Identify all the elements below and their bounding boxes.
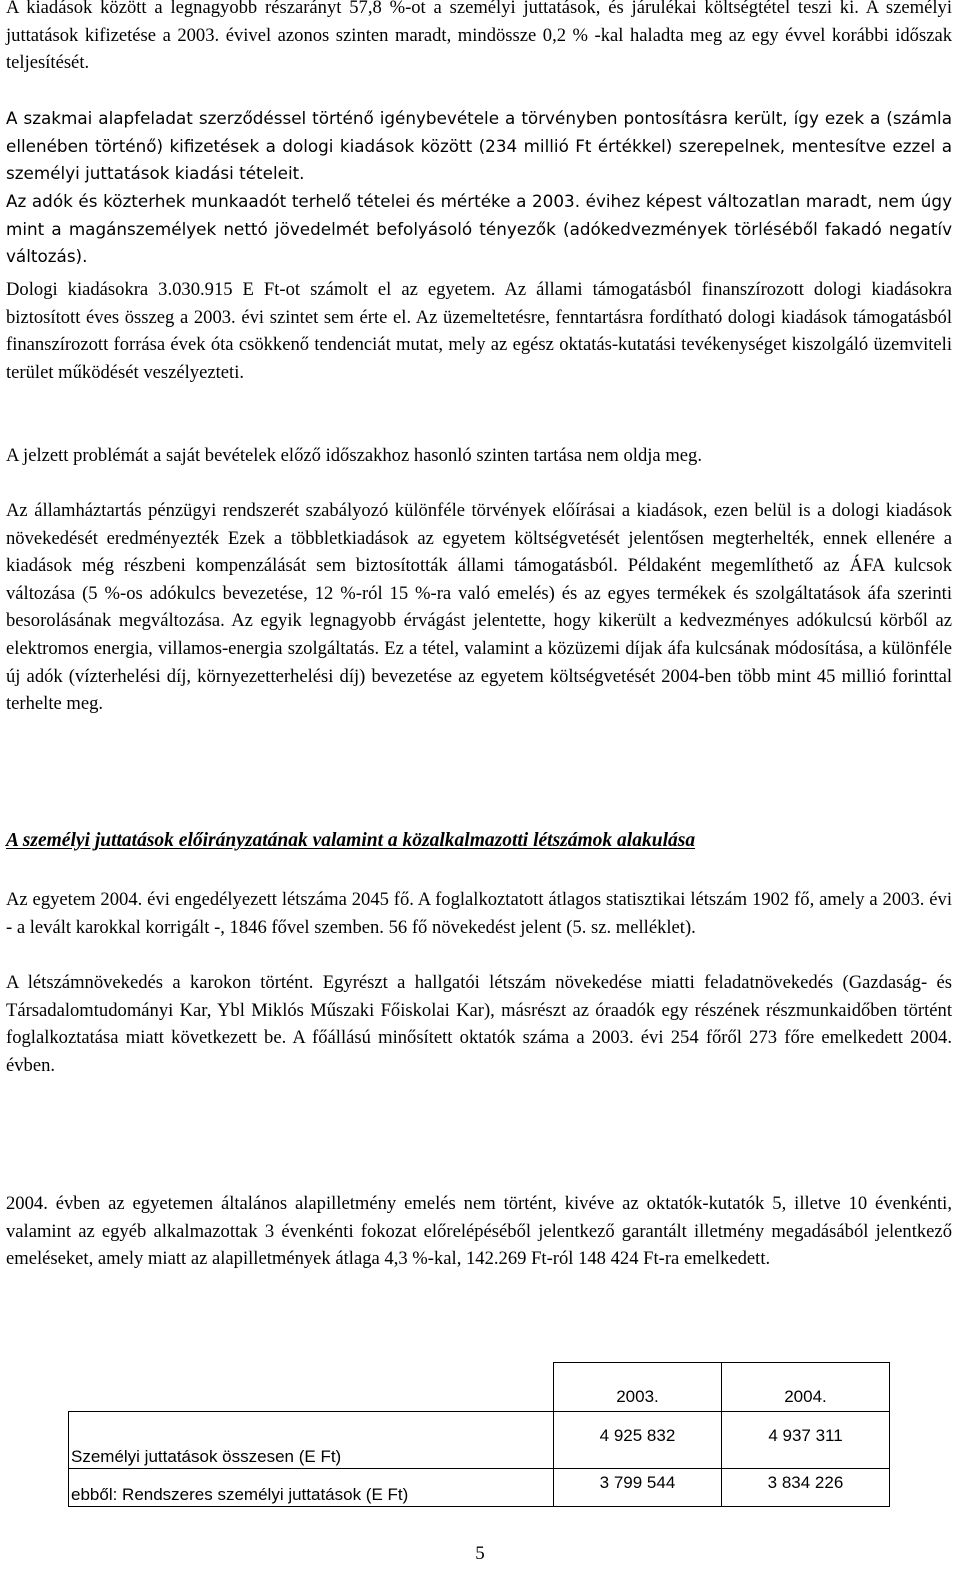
table-header-2003: 2003.	[554, 1363, 722, 1412]
table-cell-2003: 4 925 832	[554, 1412, 722, 1469]
personal-expenses-table	[68, 1362, 890, 1507]
paragraph-own-revenue: A jelzett problémát a saját bevételek előző időszakhoz hasonló szinten tartása nem oldja meg.	[6, 445, 702, 466]
paragraph-personal-expenses: A kiadások között a legnagyobb részarányt 57,8 %-ot a személyi juttatások, és járulékai költségtétel teszi ki. A személyi juttatások kifizetése a 2003. évivel azonos szinten maradt, mindössze 0,2 % -kal haladta meg az egy évvel korábbi időszak teljesítését.	[6, 0, 952, 74]
paragraph-material-expenses: Dologi kiadásokra 3.030.915 E Ft-ot számolt el az egyetem. Az állami támogatásból finanszírozott dologi kiadásokra biztosított éves összeg a 2003. évi szintet sem érte el. Az üzemeltetésre, fenntartásra fordítható dologi kiadások támogatásból finanszírozott forrása évek óta csökkenő tendenciát mutat, mely az egész oktatás-kutatási tevékenységet kiszolgáló üzemviteli terület működését veszélyezteti.	[6, 279, 952, 383]
table-row-label: ebből: Rendszeres személyi juttatások (E Ft)	[69, 1469, 554, 1507]
table-header-2004: 2004.	[722, 1363, 890, 1412]
table-row-label: Személyi juttatások összesen (E Ft)	[69, 1412, 554, 1469]
table-cell-2003: 3 799 544	[554, 1469, 722, 1507]
section-heading: A személyi juttatások előirányzatának valamint a közalkalmazotti létszámok alakulása	[6, 830, 696, 851]
table-row	[69, 1469, 890, 1507]
table-header-row	[69, 1363, 890, 1412]
page-number: 5	[475, 1543, 485, 1564]
paragraph-taxes: Az adók és közterhek munkaadót terhelő tételei és mértéke a 2003. évihez képest változatlan maradt, nem úgy mint a magánszemélyek nettó jövedelmét befolyásoló tényezők (adókedvezmények törléséből fakadó negatív változás).	[6, 191, 952, 267]
table-header-empty	[69, 1363, 554, 1412]
paragraph-public-finance: Az államháztartás pénzügyi rendszerét szabályozó különféle törvények előírásai a kiadások, ezen belül is a dologi kiadások növekedését eredményezték Ezek a többletkiadások az egyetem költségvetését jelentősen megterhelték, ennek ellenére a kiadások még részbeni kompenzálását sem biztosították állami támogatásból. Példaként megemlíthető az ÁFA kulcsok változása (5 %-os adókulcs bevezetése, 12 %-ról 15 %-ra való emelés) és az egyes termékek és szolgáltatások áfa szerinti besorolásának megváltozása. Az egyik legnagyobb érvágást jelentette, hogy kikerült a kedvezményes adókulcsú körből az elektromos energia, villamos-energia szolgáltatás. Ez a tétel, valamint a közüzemi díjak áfa kulcsának módosítása, a különféle új adók (vízterhelési díj, környezetterhelési díj) bevezetése az egyetem költségvetését 2004-ben több mint 45 millió forinttal terhelte meg.	[6, 500, 952, 715]
paragraph-headcount: Az egyetem 2004. évi engedélyezett létszáma 2045 fő. A foglalkoztatott átlagos statisztikai létszám 1902 fő, amely a 2003. évi - a levált karokkal korrigált -, 1846 fővel szemben. 56 fő növekedést jelent (5. sz. melléklet).	[6, 889, 952, 938]
paragraph-headcount-growth: A létszámnövekedés a karokon történt. Egyrészt a hallgatói létszám növekedése miatti feladatnövekedés (Gazdaság- és Társadalomtudományi Kar, Ybl Miklós Műszaki Főiskolai Kar), másrészt az óraadók egy részének részmunkaidőben történt foglalkoztatása miatt következett be. A főállású minősített oktatók száma a 2003. évi 254 főről 273 főre emelkedett 2004. évben.	[6, 972, 952, 1076]
table-cell-2004: 4 937 311	[722, 1412, 890, 1469]
table-row	[69, 1412, 890, 1469]
paragraph-professional-task: A szakmai alapfeladat szerződéssel történő igénybevétele a törvényben pontosításra került, így ezek a (számla ellenében történő) kifizetések a dologi kiadások között (234 millió Ft értékkel) szerepelnek, mentesítve ezzel a személyi juttatások kiadási tételeit.	[6, 108, 952, 184]
paragraph-salary: 2004. évben az egyetemen általános alapilletmény emelés nem történt, kivéve az oktatók-kutatók 5, illetve 10 évenkénti, valamint az egyéb alkalmazottak 3 évenkénti fokozat előrelépéséből jelentkező garantált illetmény megadásából jelentkező emeléseket, amely miatt az alapilletmények átlaga 4,3 %-kal, 142.269 Ft-ról 148 424 Ft-ra emelkedett.	[6, 1193, 952, 1270]
table-cell-2004: 3 834 226	[722, 1469, 890, 1507]
